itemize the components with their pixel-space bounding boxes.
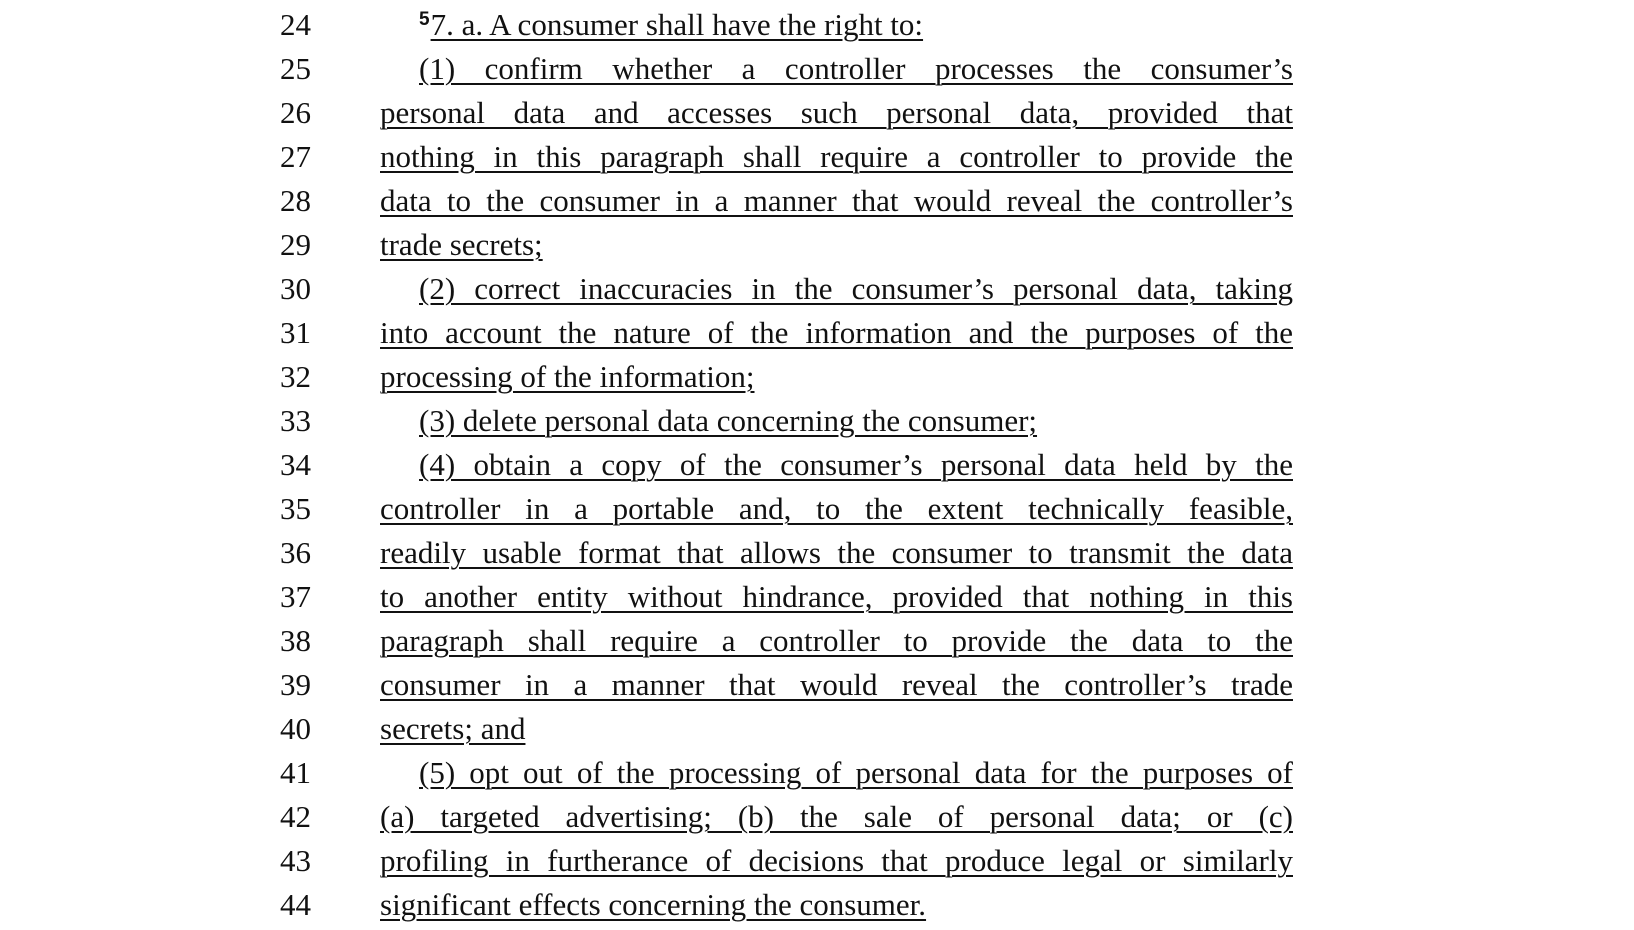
line-number: 26 [280, 95, 311, 130]
line-text [419, 751, 1293, 795]
line-number: 42 [280, 799, 311, 834]
line-text [380, 135, 1293, 179]
line-44 [0, 883, 1634, 927]
line-37 [0, 575, 1634, 619]
line-text [380, 795, 1293, 839]
line-text [380, 355, 1293, 399]
line-text [380, 531, 1293, 575]
line-text [419, 47, 1293, 91]
line-38 [0, 619, 1634, 663]
line-number: 31 [280, 315, 311, 350]
line-29 [0, 223, 1634, 267]
line-text [419, 399, 1293, 443]
line-number: 40 [280, 711, 311, 746]
line-text [380, 487, 1293, 531]
line-41 [0, 751, 1634, 795]
line-text-content: secrets; and [380, 711, 526, 746]
line-number: 34 [280, 447, 311, 482]
line-number: 28 [280, 183, 311, 218]
line-text-content: processing of the information; [380, 359, 755, 394]
line-number: 29 [280, 227, 311, 262]
line-36 [0, 531, 1634, 575]
line-34 [0, 443, 1634, 487]
line-text-content: consumer in a manner that would reveal the controller’s trade [380, 667, 1293, 702]
line-text [380, 179, 1293, 223]
line-number: 27 [280, 139, 311, 174]
line-text-content: (5) opt out of the processing of personal data for the purposes of [419, 755, 1293, 790]
line-28 [0, 179, 1634, 223]
line-text [419, 267, 1293, 311]
line-text-content: trade secrets; [380, 227, 543, 262]
line-27 [0, 135, 1634, 179]
line-text-content: paragraph shall require a controller to provide the data to the [380, 623, 1293, 658]
line-text-content: 7. a. A consumer shall have the right to: [430, 7, 924, 42]
line-25 [0, 47, 1634, 91]
line-text-content: significant effects concerning the consumer. [380, 887, 927, 922]
line-number: 38 [280, 623, 311, 658]
line-26 [0, 91, 1634, 135]
line-text-content: readily usable format that allows the consumer to transmit the data [380, 535, 1293, 570]
line-text [380, 663, 1293, 707]
line-text [419, 3, 1293, 47]
line-number: 25 [280, 51, 311, 86]
line-text [380, 223, 1293, 267]
line-text-content: to another entity without hindrance, provided that nothing in this [380, 579, 1293, 614]
line-text [380, 311, 1293, 355]
line-text-content: controller in a portable and, to the extent technically feasible, [380, 491, 1293, 526]
line-number: 24 [280, 7, 311, 42]
line-text-content: data to the consumer in a manner that would reveal the controller’s [380, 183, 1293, 218]
line-text-content: (a) targeted advertising; (b) the sale of personal data; or (c) [380, 799, 1293, 834]
line-number: 36 [280, 535, 311, 570]
line-text [380, 707, 1293, 751]
line-number: 43 [280, 843, 311, 878]
line-number: 33 [280, 403, 311, 438]
line-text [419, 443, 1293, 487]
line-24 [0, 3, 1634, 47]
line-30 [0, 267, 1634, 311]
line-33 [0, 399, 1634, 443]
line-35 [0, 487, 1634, 531]
line-text-content: (4) obtain a copy of the consumer’s personal data held by the [419, 447, 1293, 482]
line-number: 41 [280, 755, 311, 790]
footnote-marker: 5 [419, 9, 430, 30]
line-39 [0, 663, 1634, 707]
line-text-content: nothing in this paragraph shall require a controller to provide the [380, 139, 1293, 174]
line-text-content: into account the nature of the information and the purposes of the [380, 315, 1293, 350]
line-31 [0, 311, 1634, 355]
line-number: 37 [280, 579, 311, 614]
line-text-content: (1) confirm whether a controller processes the consumer’s [419, 51, 1293, 86]
line-number: 35 [280, 491, 311, 526]
line-text-content: profiling in furtherance of decisions that produce legal or similarly [380, 843, 1293, 878]
line-text [380, 91, 1293, 135]
line-text-content: personal data and accesses such personal data, provided that [380, 95, 1293, 130]
line-32 [0, 355, 1634, 399]
line-text [380, 619, 1293, 663]
line-text [380, 839, 1293, 883]
line-number: 39 [280, 667, 311, 702]
line-text-content: (3) delete personal data concerning the consumer; [419, 403, 1038, 438]
line-text [380, 575, 1293, 619]
line-42 [0, 795, 1634, 839]
line-text [380, 883, 1293, 927]
line-40 [0, 707, 1634, 751]
line-43 [0, 839, 1634, 883]
line-number: 44 [280, 887, 311, 922]
line-number: 32 [280, 359, 311, 394]
line-number: 30 [280, 271, 311, 306]
line-text-content: (2) correct inaccuracies in the consumer’s personal data, taking [419, 271, 1293, 306]
